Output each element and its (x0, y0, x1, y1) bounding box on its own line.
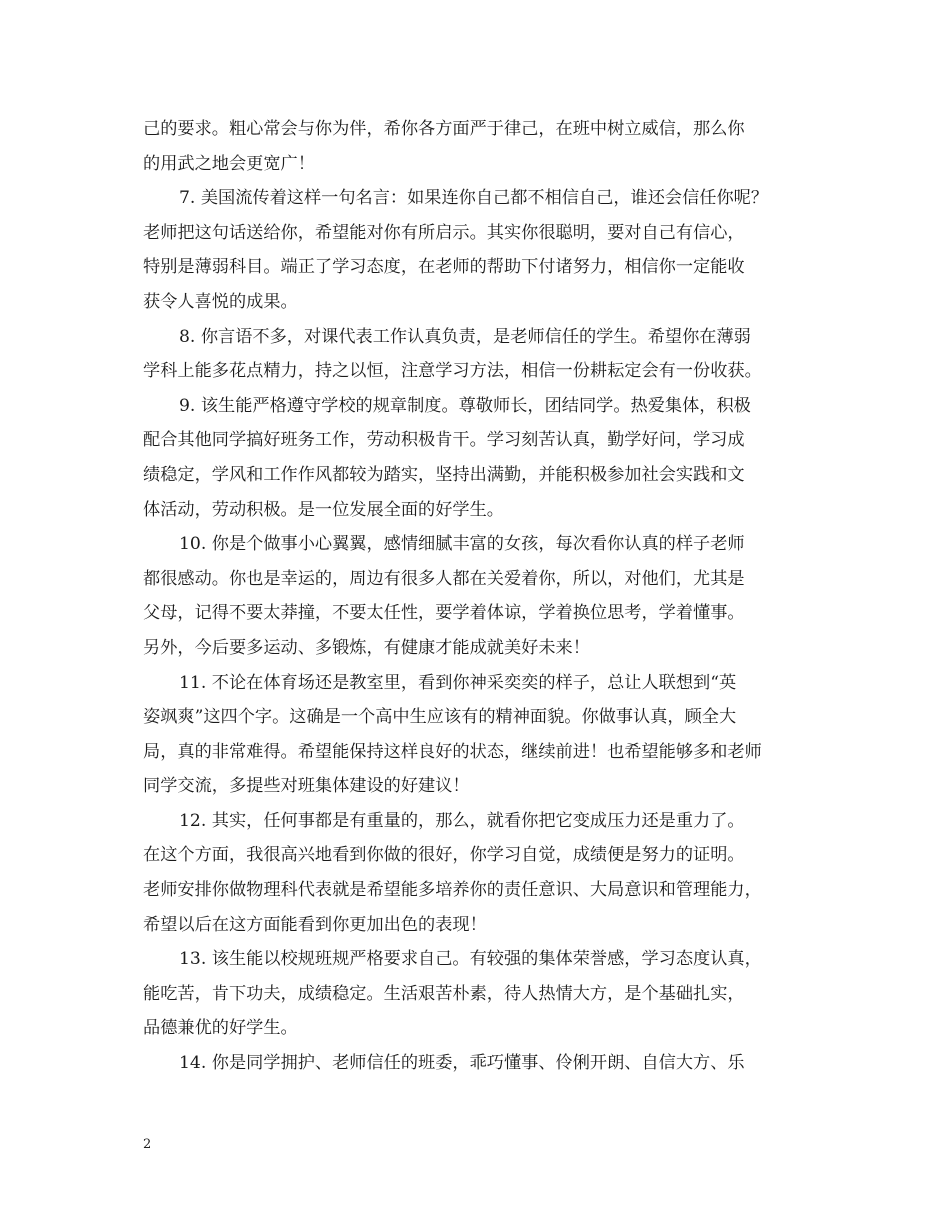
text-line: 8. 你言语不多，对课代表工作认真负责，是老师信任的学生。希望你在薄弱 (179, 326, 751, 347)
text-line: 11. 不论在体育场还是教室里，看到你神采奕奕的样子，总让人联想到“英 (179, 672, 737, 693)
text-line: 品德兼优的好学生。 (143, 1018, 298, 1039)
text-line: 都很感动。你也是幸运的，周边有很多人都在关爱着你，所以，对他们，尤其是 (143, 568, 745, 589)
text-line: 14. 你是同学拥护、老师信任的班委，乖巧懂事、伶俐开朗、自信大方、乐 (179, 1053, 745, 1074)
text-line: 另外，今后要多运动、多锻炼，有健康才能成就美好未来！ (143, 637, 590, 658)
text-line: 老师安排你做物理科代表就是希望能多培养你的责任意识、大局意识和管理能力， (143, 880, 762, 901)
text-line: 绩稳定，学风和工作作风都较为踏实，坚持出满勤，并能积极参加社会实践和文 (143, 464, 745, 485)
text-line: 能吃苦，肯下功夫，成绩稳定。生活艰苦朴素，待人热情大方，是个基础扎实， (143, 983, 745, 1004)
text-line: 学科上能多花点精力，持之以恒，注意学习方法，相信一份耕耘定会有一份收获。 (143, 361, 762, 382)
text-line: 希望以后在这方面能看到你更加出色的表现！ (143, 914, 487, 935)
text-line: 姿飒爽”这四个字。这确是一个高中生应该有的精神面貌。你做事认真，顾全大 (143, 707, 737, 728)
text-line: 获令人喜悦的成果。 (143, 291, 298, 312)
text-line: 13. 该生能以校规班规严格要求自己。有较强的集体荣誉感，学习态度认真， (179, 949, 762, 970)
text-line: 12. 其实，任何事都是有重量的，那么，就看你把它变成压力还是重力了。 (179, 810, 745, 831)
text-line: 配合其他同学搞好班务工作，劳动积极肯干。学习刻苦认真，勤学好问，学习成 (143, 430, 745, 451)
text-line: 体活动，劳动积极。是一位发展全面的好学生。 (143, 499, 504, 520)
text-line: 老师把这句话送给你，希望能对你有所启示。其实你很聪明，要对自己有信心， (143, 222, 745, 243)
text-line: 在这个方面，我很高兴地看到你做的很好，你学习自觉，成绩便是努力的证明。 (143, 845, 745, 866)
text-line: 己的要求。粗心常会与你为伴，希你各方面严于律己，在班中树立威信，那么你 (143, 119, 745, 139)
text-line: 同学交流，多提些对班集体建设的好建议！ (143, 776, 470, 797)
text-line: 9. 该生能严格遵守学校的规章制度。尊敬师长，团结同学。热爱集体，积极 (179, 395, 751, 416)
text-line: 10. 你是个做事小心翼翼，感情细腻丰富的女孩，每次看你认真的样子老师 (179, 534, 745, 555)
text-line: 父母，记得不要太莽撞，不要太任性，要学着体谅，学着换位思考，学着懂事。 (143, 603, 745, 624)
text-line: 局，真的非常难得。希望能保持这样良好的状态，继续前进！也希望能够多和老师 (143, 741, 762, 762)
text-line: 7. 美国流传着这样一句名言：如果连你自己都不相信自己，谁还会信任你呢？ (179, 188, 769, 209)
document-body (143, 112, 823, 1081)
page-number: 2 (143, 1137, 152, 1152)
text-line: 特别是薄弱科目。端正了学习态度，在老师的帮助下付诸努力，相信你一定能收 (143, 257, 745, 278)
text-line: 的用武之地会更宽广！ (143, 153, 315, 174)
